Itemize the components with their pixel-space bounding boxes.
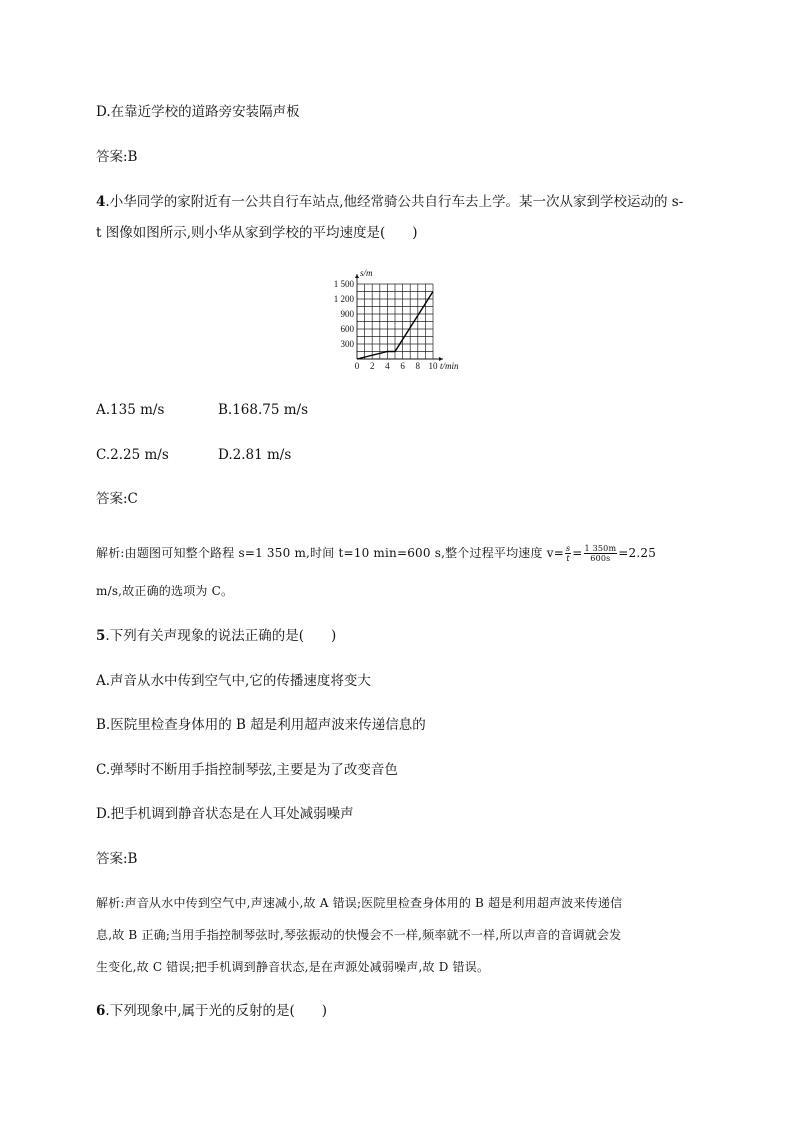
answer-label: 答案 bbox=[96, 491, 123, 507]
x-tick-label: 6 bbox=[400, 361, 405, 371]
y-tick-label: 300 bbox=[340, 339, 354, 349]
x-tick-label: 2 bbox=[369, 361, 375, 371]
y-tick-label: 1 200 bbox=[333, 294, 354, 304]
y-axis-arrow-icon bbox=[355, 274, 359, 278]
q4-solution-text1: :由题图可知整个路程 s=1 350 m,时间 t=10 min=600 s,整个过程平均速度 v= bbox=[120, 546, 564, 560]
q4-stem-line2: t 图像如图所示,则小华从家到学校的平均速度是( ) bbox=[96, 225, 418, 241]
q6-number: 6 bbox=[96, 1003, 106, 1019]
q4-solution-result: =2.25 bbox=[618, 546, 657, 560]
q5-option-d: D.把手机调到静音状态是在人耳处减弱噪声 bbox=[96, 806, 354, 822]
y-tick-label: 1 500 bbox=[333, 279, 354, 289]
q5-stem bbox=[96, 626, 336, 646]
q4-number: 4 bbox=[96, 194, 106, 210]
x-tick-label: 4 bbox=[385, 361, 390, 371]
q4-answer-value: :C bbox=[123, 491, 138, 507]
x-tick-label: 0 bbox=[354, 361, 360, 371]
x-tick-label: 10 bbox=[428, 361, 438, 371]
answer-label: 答案 bbox=[96, 851, 123, 867]
q4-option-a: A.135 m/s bbox=[96, 402, 165, 418]
frac-distance: 1 350m bbox=[584, 544, 617, 553]
q4-answer bbox=[96, 489, 138, 509]
fraction-values bbox=[584, 544, 618, 563]
q4-option-b: B.168.75 m/s bbox=[218, 402, 309, 418]
s-t-chart bbox=[328, 268, 468, 378]
q5-answer-value: :B bbox=[123, 851, 138, 867]
answer-label: 答案 bbox=[96, 149, 123, 165]
frac-s: s bbox=[565, 544, 571, 553]
frac-t: t bbox=[566, 554, 570, 563]
q5-stem-text: .下列有关声现象的说法正确的是( ) bbox=[105, 628, 337, 644]
q4-option-d: D.2.81 m/s bbox=[218, 447, 292, 463]
q4-option-c: C.2.25 m/s bbox=[96, 447, 169, 463]
q4-solution-line1 bbox=[96, 543, 656, 563]
q5-option-c: C.弹琴时不断用手指控制琴弦,主要是为了改变音色 bbox=[96, 762, 398, 778]
q3-option-d: D.在靠近学校的道路旁安装隔声板 bbox=[96, 104, 300, 120]
q4-solution-line2: m/s,故正确的选项为 C。 bbox=[96, 584, 234, 598]
equals: = bbox=[572, 546, 583, 560]
y-axis-label: s/m bbox=[360, 268, 373, 278]
q5-answer bbox=[96, 849, 137, 869]
q3-answer bbox=[96, 147, 137, 167]
q5-number: 5 bbox=[96, 628, 106, 644]
q5-solution-line3: 生变化,故 C 错误;把手机调到静音状态,是在声源处减弱噪声,故 D 错误。 bbox=[96, 960, 490, 974]
y-tick-label: 600 bbox=[340, 324, 354, 334]
x-axis-label: t/min bbox=[440, 361, 459, 371]
q4-stem-line1 bbox=[96, 192, 683, 212]
y-tick-label: 900 bbox=[340, 309, 354, 319]
frac-time: 600s bbox=[590, 554, 611, 563]
solution-label: 解析 bbox=[96, 896, 121, 910]
q5-option-b: B.医院里检查身体用的 B 超是利用超声波来传递信息的 bbox=[96, 717, 426, 733]
q5-solution-line1 bbox=[96, 893, 622, 913]
q5-solution-text1: :声音从水中传到空气中,声速减小,故 A 错误;医院里检查身体用的 B 超是利用超声波来传递信 bbox=[120, 896, 623, 910]
fraction-s-over-t bbox=[565, 544, 571, 563]
solution-label: 解析 bbox=[96, 546, 121, 560]
q6-stem bbox=[96, 1001, 327, 1021]
q4-stem-text1: .小华同学的家附近有一公共自行车站点,他经常骑公共自行车去上学。某一次从家到学校运动的 s- bbox=[105, 194, 684, 210]
q5-option-a: A.声音从水中传到空气中,它的传播速度将变大 bbox=[96, 673, 371, 689]
q5-solution-line2: 息,故 B 正确;当用手指控制琴弦时,琴弦振动的快慢会不一样,频率就不一样,所以声音的音调就会发 bbox=[96, 928, 622, 942]
q6-stem-text: .下列现象中,属于光的反射的是( ) bbox=[105, 1003, 328, 1019]
q3-answer-value: :B bbox=[123, 149, 138, 165]
x-tick-label: 8 bbox=[415, 361, 421, 371]
